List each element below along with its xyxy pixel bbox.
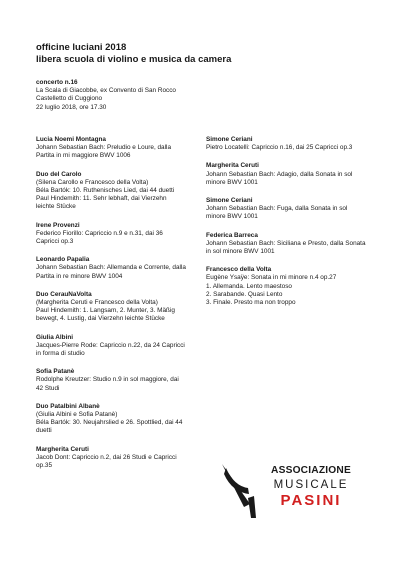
program-entry xyxy=(36,403,186,436)
work-title: Federico Fiorillo: Capriccio n.9 e n.31, dai 36 Capricci op.3 xyxy=(36,229,163,246)
page-title xyxy=(36,42,231,66)
performer-name: Francesco della Volta xyxy=(206,266,272,274)
ensemble-members: (Silena Carollo e Francesco della Volta) xyxy=(36,178,149,186)
performer-name: Duo del Carolo xyxy=(36,170,82,178)
performer-name: Simone Ceriani xyxy=(206,136,253,143)
work-title: 2. Sarabande. Quasi Lento xyxy=(206,290,283,298)
program-left-column xyxy=(36,136,186,480)
work-title: Johann Sebastian Bach: Siciliana e Presto, dalla Sonata in sol minore BWV 1001 xyxy=(206,239,366,256)
program-entry xyxy=(206,197,366,222)
concert-date: 22 luglio 2018, ore 17.30 xyxy=(36,103,107,111)
work-title: Paul Hindemith: 1. Langsam, 2. Munter, 3. Mäßig bewegt, 4. Lustig, dai Vierzehn leichte Stücke xyxy=(36,307,175,323)
performer-name: Duo Patalbini Albanè xyxy=(36,402,100,410)
program-entry xyxy=(206,266,366,307)
work-title: Johann Sebastian Bach: Adagio, dalla Sonata in sol minore BWV 1001 xyxy=(206,170,353,186)
work-title: 3. Finale. Presto ma non troppo xyxy=(206,299,296,307)
performer-name: Giulia Albini xyxy=(36,333,74,341)
work-title: Béla Bartók: 10. Ruthenisches Lied, dai 44 duetti xyxy=(36,187,175,195)
ensemble-members: (Margherita Ceruti e Francesco della Volta) xyxy=(36,299,158,307)
venue-line-2: Castelletto di Cuggiono xyxy=(36,95,103,103)
program-entry xyxy=(36,446,186,471)
program-entry xyxy=(206,162,366,187)
program-entry xyxy=(36,291,186,324)
work-title: Johann Sebastian Bach: Fuga, dalla Sonata in sol minore BWV 1001 xyxy=(206,205,348,221)
logo-line-association: ASSOCIAZIONE xyxy=(271,465,351,476)
work-title: Johann Sebastian Bach: Allemanda e Corrente, dalla Partita in re minore BWV 1004 xyxy=(36,264,186,280)
work-title: Johann Sebastian Bach: Preludio e Loure, dalla Partita in mi maggiore BWV 1006 xyxy=(36,144,172,160)
work-title: Béla Bartók: 30. Neujahrslied e 26. Spottlied, dai 44 duetti xyxy=(36,419,183,435)
performer-name: Irene Provenzi xyxy=(36,221,80,229)
logo-line-pasini: PASINI xyxy=(280,492,342,509)
ensemble-members: (Giulia Albini e Sofia Patanè) xyxy=(36,411,118,419)
program-right-column xyxy=(206,136,366,317)
work-title: Jacob Dont: Capriccio n.2, dai 26 Studi e Capricci op.35 xyxy=(36,453,177,470)
program-entry xyxy=(36,256,186,281)
concert-label: concerto n.16 xyxy=(36,79,78,86)
work-title: 1. Allemanda. Lento maestoso xyxy=(206,282,292,290)
work-title: Eugène Ysaÿe: Sonata in mi minore n.4 op.27 xyxy=(206,274,337,282)
program-entry xyxy=(206,232,366,257)
performer-name: Sofia Patanè xyxy=(36,368,75,376)
venue-line-1: La Scala di Giacobbe, ex Convento di San Rocco xyxy=(36,87,176,95)
title-line-2: libera scuola di violino e musica da camera xyxy=(36,54,232,65)
title-line-1: officine luciani 2018 xyxy=(36,42,127,53)
performer-name: Margherita Ceruti xyxy=(206,162,259,170)
performer-name: Simone Ceriani xyxy=(206,197,253,205)
performer-name: Leonardo Papalia xyxy=(36,256,90,264)
performer-name: Margherita Ceruti xyxy=(36,445,89,453)
program-entry xyxy=(36,334,186,359)
program-entry xyxy=(206,136,366,152)
work-title: Pietro Locatelli: Capriccio n.16, dai 25 Capricci op.3 xyxy=(206,144,353,152)
program-entry xyxy=(36,368,186,393)
work-title: Paul Hindemith: 11. Sehr lebhaft, dai Vierzehn leichte Stücke xyxy=(36,195,167,211)
concert-info xyxy=(36,79,236,112)
work-title: Rodolphe Kreutzer: Studio n.9 in sol maggiore, dai 42 Studi xyxy=(36,376,179,392)
performer-name: Federica Barreca xyxy=(206,231,258,239)
program-entry xyxy=(36,136,186,161)
logo-text xyxy=(252,463,370,508)
program-entry xyxy=(36,222,186,247)
performer-name: Lucia Noemi Montagna xyxy=(36,136,106,143)
logo-line-musicale: MUSICALE xyxy=(273,479,349,491)
program-entry xyxy=(36,171,186,212)
work-title: Jacques-Pierre Rode: Capriccio n.22, da 24 Capricci in forma di studio xyxy=(36,341,185,358)
association-logo xyxy=(218,458,370,518)
performer-name: Duo CerauNaVolta xyxy=(36,290,92,298)
